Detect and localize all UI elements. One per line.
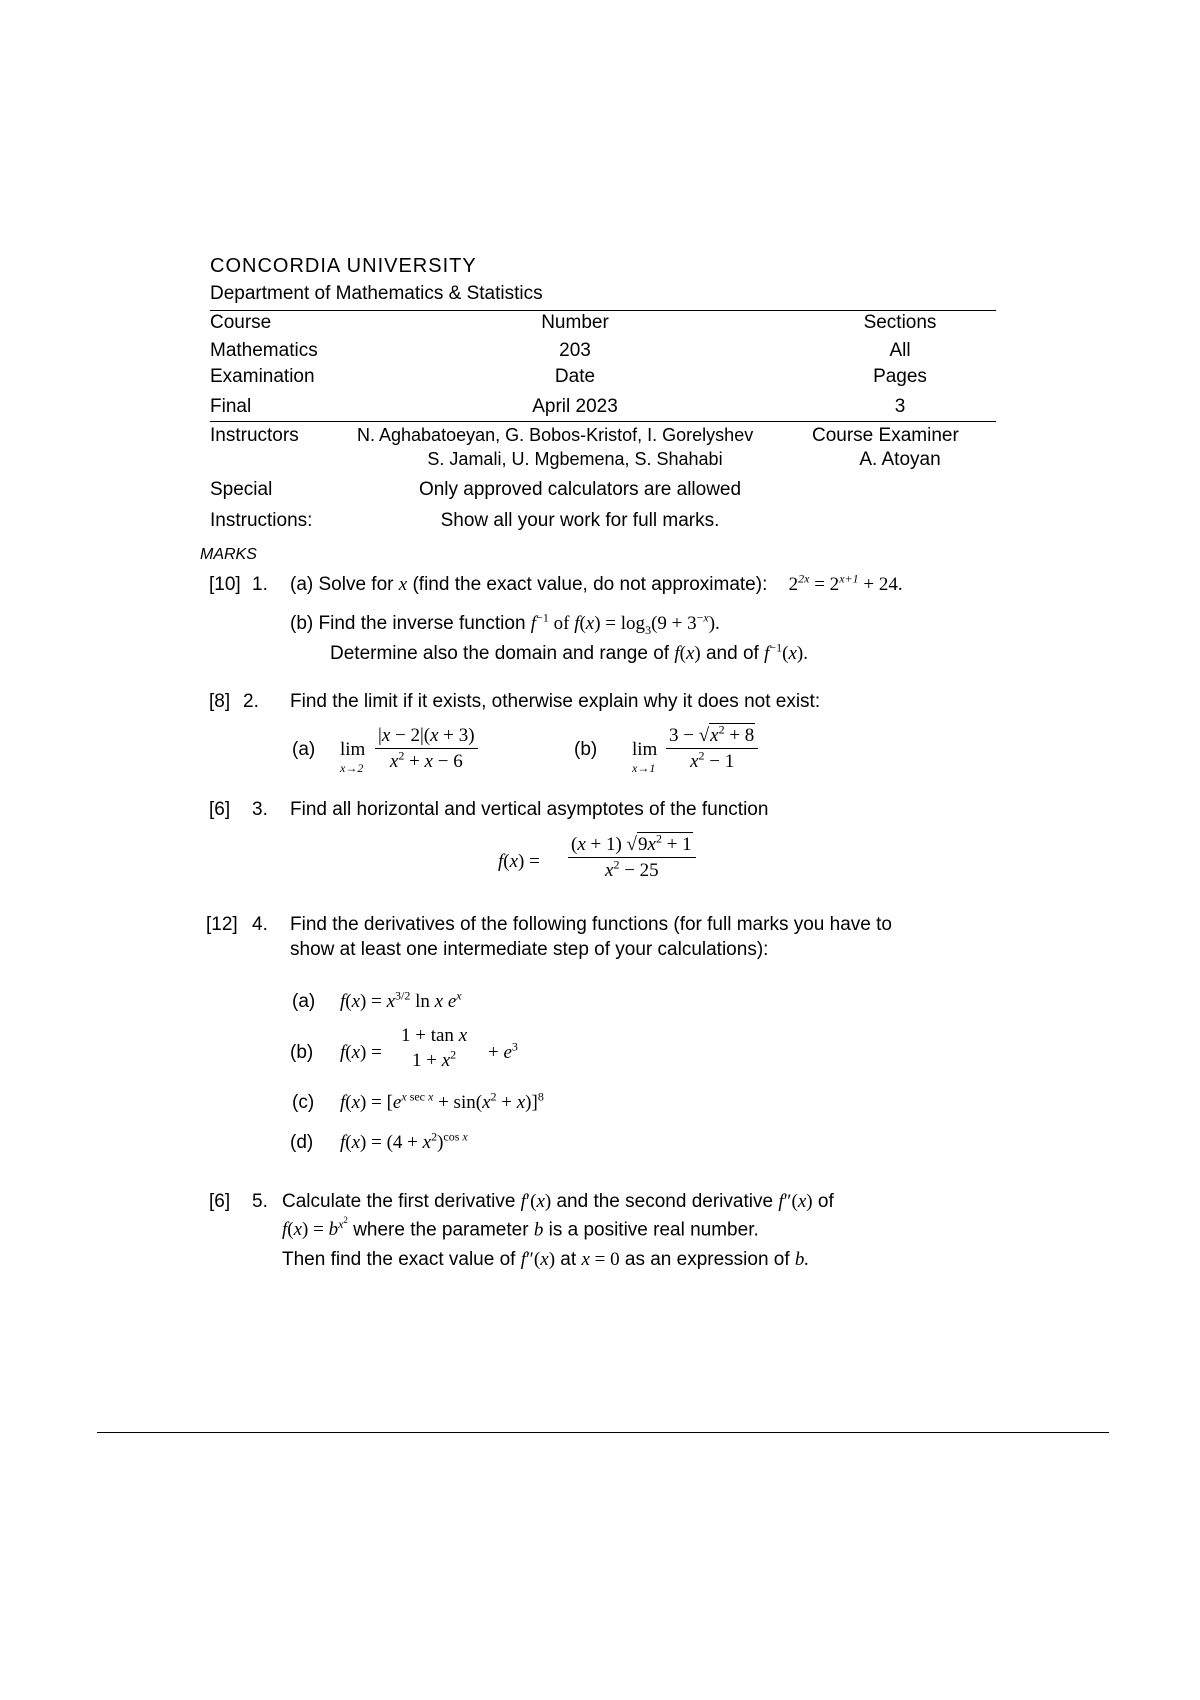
q4b-tail: + $e^3$ [488,1039,518,1063]
q1a-equation: $2^{2x} = 2^{x+1} + 24$. [788,571,903,595]
q3-fx: f(x) = [498,851,540,872]
q4a-expr: $f(x) = x^{3/2}$ ln x $e^x$ [340,988,462,1012]
q5-x0: x = 0 [581,1249,620,1270]
q2a-fraction: $\frac{|x - 2|(x + 3)}{x^2 + x - 6}$ [375,726,478,771]
q4b-label: (b) [290,1042,314,1063]
q1b-finv: $f^{-1}(x)$. [764,640,808,664]
q5-line3-c: as an expression of [624,1249,790,1270]
q4-line2: show at least one intermediate step of your calculations): [290,939,769,960]
q2a-lim-sub: x→2 [340,761,364,775]
special-line1: Only approved calculators are allowed [418,479,742,500]
q1b-text: (b) Find the inverse function [290,613,526,634]
q1-marks: [10] [209,574,241,595]
table-rule [210,421,996,422]
q2-marks: [8] [209,691,231,712]
q2a-label: (a) [292,739,316,760]
q2b-fraction: $\frac{3 - √x^2 + 8}{x^2 - 1}$ [666,726,758,771]
q4c-expr: $f(x) = [e^{x sec x} + \sin(x^2 + x)]^8$ [340,1089,544,1113]
q5-line3-b: at [560,1249,577,1270]
q5-line1-a: Calculate the first derivative [282,1191,516,1212]
course-label: Course [210,312,272,333]
special-label: Special [210,479,273,500]
exam-value: Final [210,396,252,417]
q1-number: 1. [252,574,268,595]
q2b-lim-sub: x→1 [632,761,656,775]
q3-number: 3. [252,799,268,820]
q2a-lim: lim [340,739,366,760]
q4d-expr: $f(x) = (4 + x^2)^{cos x}$ [340,1129,468,1153]
q1b-line2-b: and of [705,643,759,664]
q1-part-b [290,610,720,637]
q1b-expr: $f^{-1}$ of $f(x) = \log_3(9 + 3^{-x})$. [530,610,720,637]
q5-marks: [6] [209,1191,231,1212]
marks-label: MARKS [200,546,257,563]
q5-line2-a: where the parameter [353,1219,529,1241]
sections-value: All [889,340,911,361]
q4-number: 4. [252,914,268,935]
q5-line1 [282,1192,834,1211]
q4b-fraction: 1 + tan x $1 + x^2$ [401,1025,468,1071]
q5-line2 [282,1215,759,1241]
q2-number: 2. [243,691,259,712]
instructors-line2: S. Jamali, U. Mgbemena, S. Shahabi [427,449,723,469]
q5-number: 5. [252,1191,268,1212]
instructions-label: Instructions: [210,510,313,531]
examiner-value: A. Atoyan [859,449,941,470]
q1-part-b-line2 [330,640,808,664]
q5-fx: $f(x) = b^{x^2}$ [282,1215,348,1241]
instructors-line1: N. Aghabatoeyan, G. Bobos-Kristof, I. Gorelyshev [357,425,754,445]
q4b-fx: f(x) = [340,1042,382,1063]
date-value: April 2023 [532,396,618,417]
q5-b-end: b. [794,1249,810,1270]
top-rule [210,310,996,311]
number-label: Number [541,312,609,333]
q1b-line2-a: Determine also the domain and range of [330,643,670,664]
q5-line3-a: Then find the exact value of [282,1249,516,1270]
q5-line1-c: of [817,1191,834,1212]
special-line2: Show all your work for full marks. [440,510,720,531]
q1a-tail: (find the exact value, do not approximate): [412,574,768,595]
q5-fprime: f′(x) [520,1191,552,1212]
q5-line1-b: and the second derivative [556,1191,774,1212]
pages-label: Pages [873,366,927,387]
q4-line1: Find the derivatives of the following functions (for full marks you have to [290,914,892,935]
q1b-fx: f(x) [674,643,701,664]
q5-b-var: b [533,1219,544,1241]
q2b-label: (b) [574,739,598,760]
q3-text: Find all horizontal and vertical asymptotes of the function [290,799,769,820]
q2-text: Find the limit if it exists, otherwise explain why it does not exist: [290,691,821,712]
examiner-label: Course Examiner [812,425,959,446]
q3-marks: [6] [209,799,231,820]
q5-fdoubleprime: f″(x) [778,1191,813,1212]
q5-line3 [282,1250,809,1269]
q1-part-a [290,571,903,595]
number-value: 203 [559,340,591,361]
pages-value: 3 [894,396,906,417]
instructors-label: Instructors [210,425,299,446]
q4d-label: (d) [290,1132,314,1153]
q1a-var: x [398,574,408,595]
exam-label: Examination [210,366,315,387]
q3-fraction: $\frac{(x + 1) √9x^2 + 1}{x^2 - 25}$ [568,835,696,880]
q2b-lim: lim [632,739,658,760]
q4c-label: (c) [292,1092,315,1113]
q4-marks: [12] [206,914,238,935]
q4a-label: (a) [292,991,316,1012]
course-value: Mathematics [210,340,318,361]
q1a-text: (a) Solve for [290,574,394,595]
sections-label: Sections [863,312,937,333]
department-name: Department of Mathematics & Statistics [210,283,543,304]
bottom-rule [97,1432,1109,1433]
q5-fdp: f″(x) [520,1249,556,1270]
date-label: Date [554,366,596,387]
q5-line2-b: is a positive real number. [548,1219,759,1241]
university-name: CONCORDIA UNIVERSITY [210,255,477,277]
